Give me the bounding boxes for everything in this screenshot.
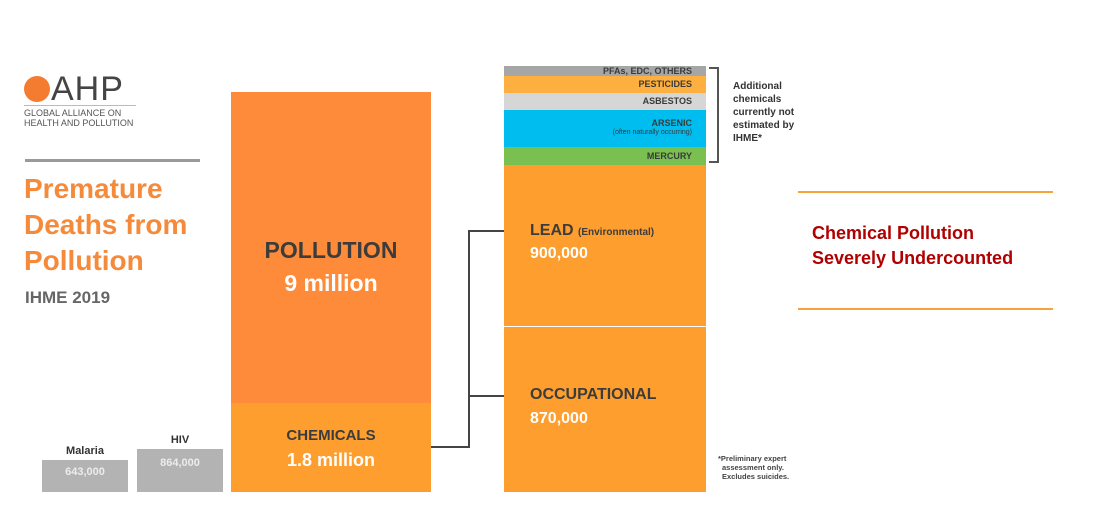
stack-arsenic: ARSENIC (often naturally occurring) <box>504 110 706 147</box>
malaria-label: Malaria <box>66 445 104 457</box>
stack-pesticides: PESTICIDES <box>504 76 706 93</box>
hiv-bar: 864,000 <box>137 449 223 492</box>
bracket <box>709 67 719 163</box>
occupational-bar: OCCUPATIONAL 870,000 <box>504 327 706 492</box>
callout-bottom-line <box>798 308 1053 310</box>
gahp-logo: AHP <box>24 70 124 109</box>
page-title: Premature Deaths from Pollution <box>24 173 188 276</box>
stack-asbestos: ASBESTOS <box>504 93 706 110</box>
lead-bar: LEAD (Environmental) 900,000 <box>504 165 706 326</box>
callout-text: Chemical Pollution Severely Undercounted <box>812 223 1014 268</box>
divider <box>25 159 200 162</box>
logo-subtitle: GLOBAL ALLIANCE ON HEALTH AND POLLUTION <box>24 105 136 128</box>
callout-top-line <box>798 191 1053 193</box>
connector-line <box>431 446 470 448</box>
stack-mercury: MERCURY <box>504 147 706 165</box>
connector-line <box>468 230 470 448</box>
pollution-bar: POLLUTION 9 million <box>231 92 431 403</box>
chemicals-bar: CHEMICALS 1.8 million <box>231 403 431 492</box>
stack-pfas: PFAs, EDC, OTHERS <box>504 66 706 76</box>
footnote: *Preliminary expert assessment only. Excludes suicides. <box>718 454 790 481</box>
source-label: IHME 2019 <box>25 288 111 307</box>
hiv-label: HIV <box>170 434 190 446</box>
malaria-bar: 643,000 <box>42 460 128 492</box>
globe-icon <box>24 76 50 102</box>
additional-note: Additional chemicals currently not estimated by IHME* <box>733 81 795 144</box>
